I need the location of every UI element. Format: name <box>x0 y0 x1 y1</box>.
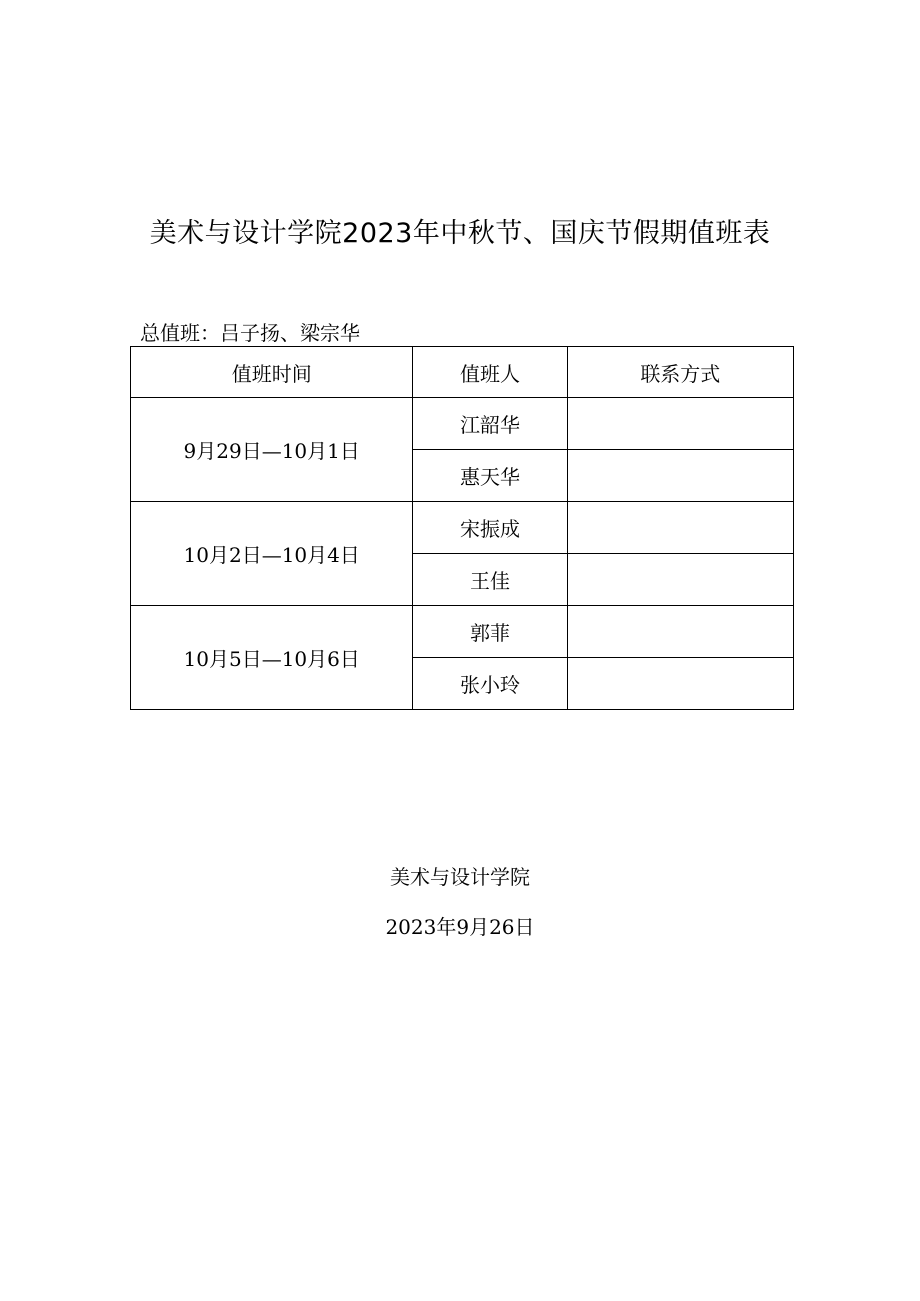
duty-period-cell: 9月29日—10月1日 <box>131 398 413 502</box>
header-contact: 联系方式 <box>567 347 793 398</box>
duty-person-cell: 王佳 <box>413 554 567 606</box>
header-duty-person: 值班人 <box>413 347 567 398</box>
contact-cell <box>567 606 793 658</box>
table-row <box>131 606 794 658</box>
duty-person-cell: 惠天华 <box>413 450 567 502</box>
contact-cell <box>567 450 793 502</box>
duty-period-cell: 10月5日—10月6日 <box>131 606 413 710</box>
footer-date: 2023年9月26日 <box>385 915 535 939</box>
contact-cell <box>567 554 793 606</box>
header-duty-time: 值班时间 <box>131 347 413 398</box>
duty-person-cell: 张小玲 <box>413 658 567 710</box>
duty-table <box>130 346 794 710</box>
contact-cell <box>567 658 793 710</box>
table-row <box>131 502 794 554</box>
contact-cell <box>567 398 793 450</box>
duty-person-cell: 江韶华 <box>413 398 567 450</box>
page-title: 美术与设计学院2023年中秋节、国庆节假期值班表 <box>149 218 771 249</box>
duty-person-cell: 郭菲 <box>413 606 567 658</box>
table-header-row <box>131 347 794 398</box>
supervisor-line: 总值班：吕子扬、梁宗华 <box>140 321 360 345</box>
footer-organization: 美术与设计学院 <box>390 865 530 889</box>
table-row <box>131 398 794 450</box>
duty-person-cell: 宋振成 <box>413 502 567 554</box>
contact-cell <box>567 502 793 554</box>
duty-period-cell: 10月2日—10月4日 <box>131 502 413 606</box>
